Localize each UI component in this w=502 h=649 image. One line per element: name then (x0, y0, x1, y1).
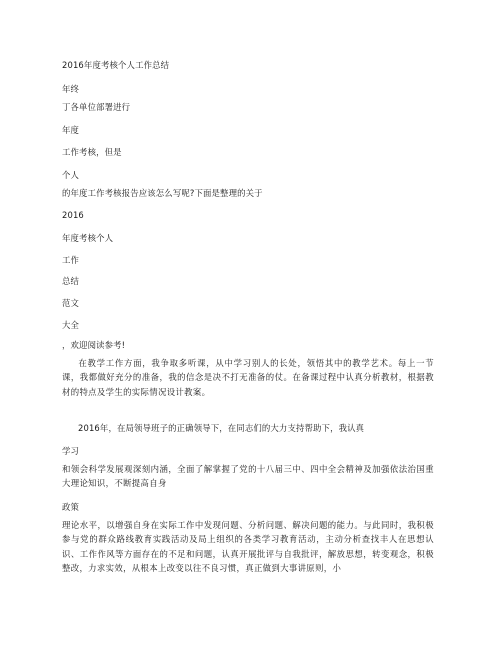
text-line: 2016 (62, 210, 84, 220)
text-line: 学习 (62, 446, 80, 456)
paragraph-text: 理论水平，以增强自身在实际工作中发现问题、分析问题、解决问题的能力。与此同时，我积极参与党的群众路线教育实践活动及局上组织的各类学习教育活动，主动分析查找丰人在思想认识、工作作风等方面存在的不足和问题，认真开展批评与自我批评，解放思想，转变观念，积极整改，力求实效，从根本上改变以往不良习惯，真正做到大事讲原则，小 (62, 520, 434, 573)
text-line: 年度 (62, 125, 80, 135)
text-line: 大全 (62, 320, 80, 330)
paragraph-text: 在教学工作方面，我争取多听课，从中学习别人的长处，领悟其中的教学艺术。每上一节课，我都做好充分的准备，我的信念是决不打无准备的仗。在备课过程中认真分析教材，根据教材的特点及学生的实际情况设计教案。 (62, 358, 434, 397)
text-line: ，欢迎阅读参考! (62, 340, 126, 350)
paragraph-text: 和领会科学发展观深刻内涵，全面了解掌握了党的十八届三中、四中全会精神及加强依法治国重大理论知识，不断提高自身 (62, 464, 434, 489)
text-line: 范文 (62, 298, 80, 308)
text-line: 年度考核个人 (62, 233, 114, 243)
text-line: 年终 (62, 84, 80, 94)
text-line: 个人 (62, 170, 80, 180)
text-line: 总结 (62, 276, 80, 286)
text-line: 的年度工作考核报告应该怎么写呢?下面是整理的关于 (62, 188, 263, 198)
text-line: 工作 (62, 255, 80, 265)
text-line: 丁各单位部署进行 (62, 102, 131, 112)
paragraph-lead: 2016年，在局领导班子的正确领导下，在同志们的大力支持帮助下，我认真 (78, 423, 365, 433)
paragraph-study (62, 462, 434, 491)
document-title: 2016年度考核个人工作总结 (62, 60, 170, 70)
paragraph-teaching (62, 356, 434, 399)
paragraph-policy (62, 518, 434, 575)
text-line: 工作考核，但是 (62, 147, 122, 157)
text-line: 政策 (62, 502, 80, 512)
